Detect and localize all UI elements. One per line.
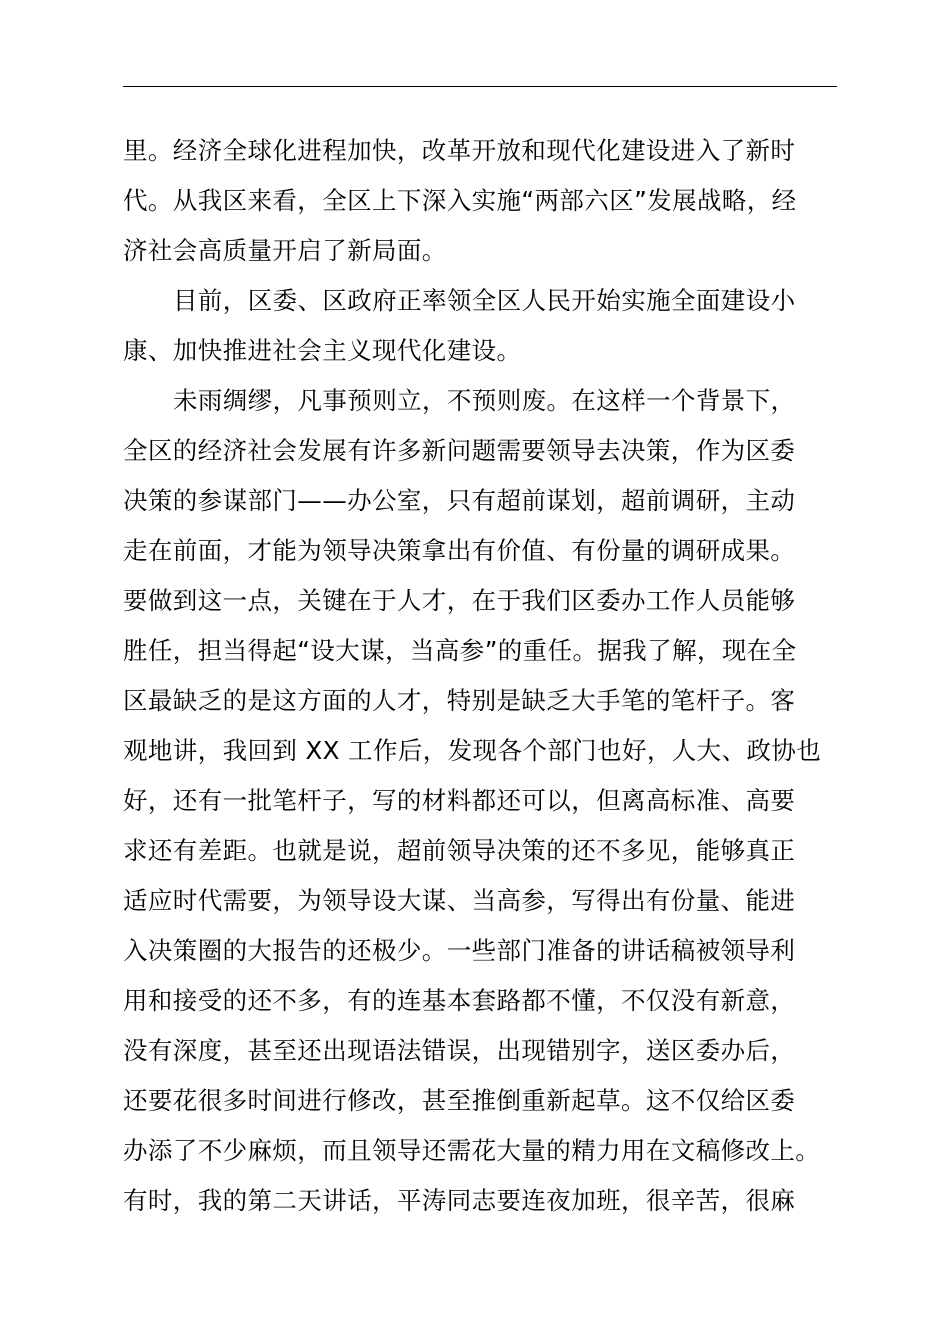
text-line: 代。从我区来看，全区上下深入实施“两部六区”发展战略，经 [123,186,797,215]
text-line: 办添了不少麻烦，而且领导还需花大量的精力用在文稿修改上。 [123,1136,821,1165]
text-line: 康、加快推进社会主义现代化建设。 [123,336,522,365]
text-line: 里。经济全球化进程加快，改革开放和现代化建设进入了新时 [123,136,796,165]
text-line: 没有深度，甚至还出现语法错误，出现错别字，送区委办后， [123,1036,796,1065]
text-line: 求还有差距。也就是说，超前领导决策的还不多见，能够真正 [123,836,796,865]
document-body [123,126,863,1226]
text-line: 济社会高质量开启了新局面。 [123,236,447,265]
text-line: 好，还有一批笔杆子，写的材料都还可以，但离高标准、高要 [123,786,796,815]
text-line: 入决策圈的大报告的还极少。一些部门准备的讲话稿被领导利 [123,936,796,965]
paragraph-start-line: 未雨绸缪，凡事预则立，不预则废。在这样一个背景下， [173,386,796,415]
text-line: 胜任，担当得起“设大谋，当高参”的重任。据我了解，现在全 [123,636,797,665]
text-line: 观地讲，我回到 XX 工作后，发现各个部门也好，人大、政协也 [123,736,822,765]
text-line: 还要花很多时间进行修改，甚至推倒重新起草。这不仅给区委 [123,1086,796,1115]
text-line: 走在前面，才能为领导决策拿出有价值、有份量的调研成果。 [123,536,796,565]
header-rule [123,86,837,87]
text-line: 全区的经济社会发展有许多新问题需要领导去决策，作为区委 [123,436,796,465]
text-line: 要做到这一点，关键在于人才，在于我们区委办工作人员能够 [123,586,796,615]
text-line: 用和接受的还不多，有的连基本套路都不懂，不仅没有新意， [123,986,796,1015]
text-line: 适应时代需要，为领导设大谋、当高参，写得出有份量、能进 [123,886,796,915]
text-line: 决策的参谋部门——办公室，只有超前谋划，超前调研，主动 [123,486,796,515]
paragraph-start-line: 目前，区委、区政府正率领全区人民开始实施全面建设小 [173,286,796,315]
text-line: 有时，我的第二天讲话，平涛同志要连夜加班，很辛苦，很麻 [123,1186,796,1215]
text-line: 区最缺乏的是这方面的人才，特别是缺乏大手笔的笔杆子。客 [123,686,796,715]
